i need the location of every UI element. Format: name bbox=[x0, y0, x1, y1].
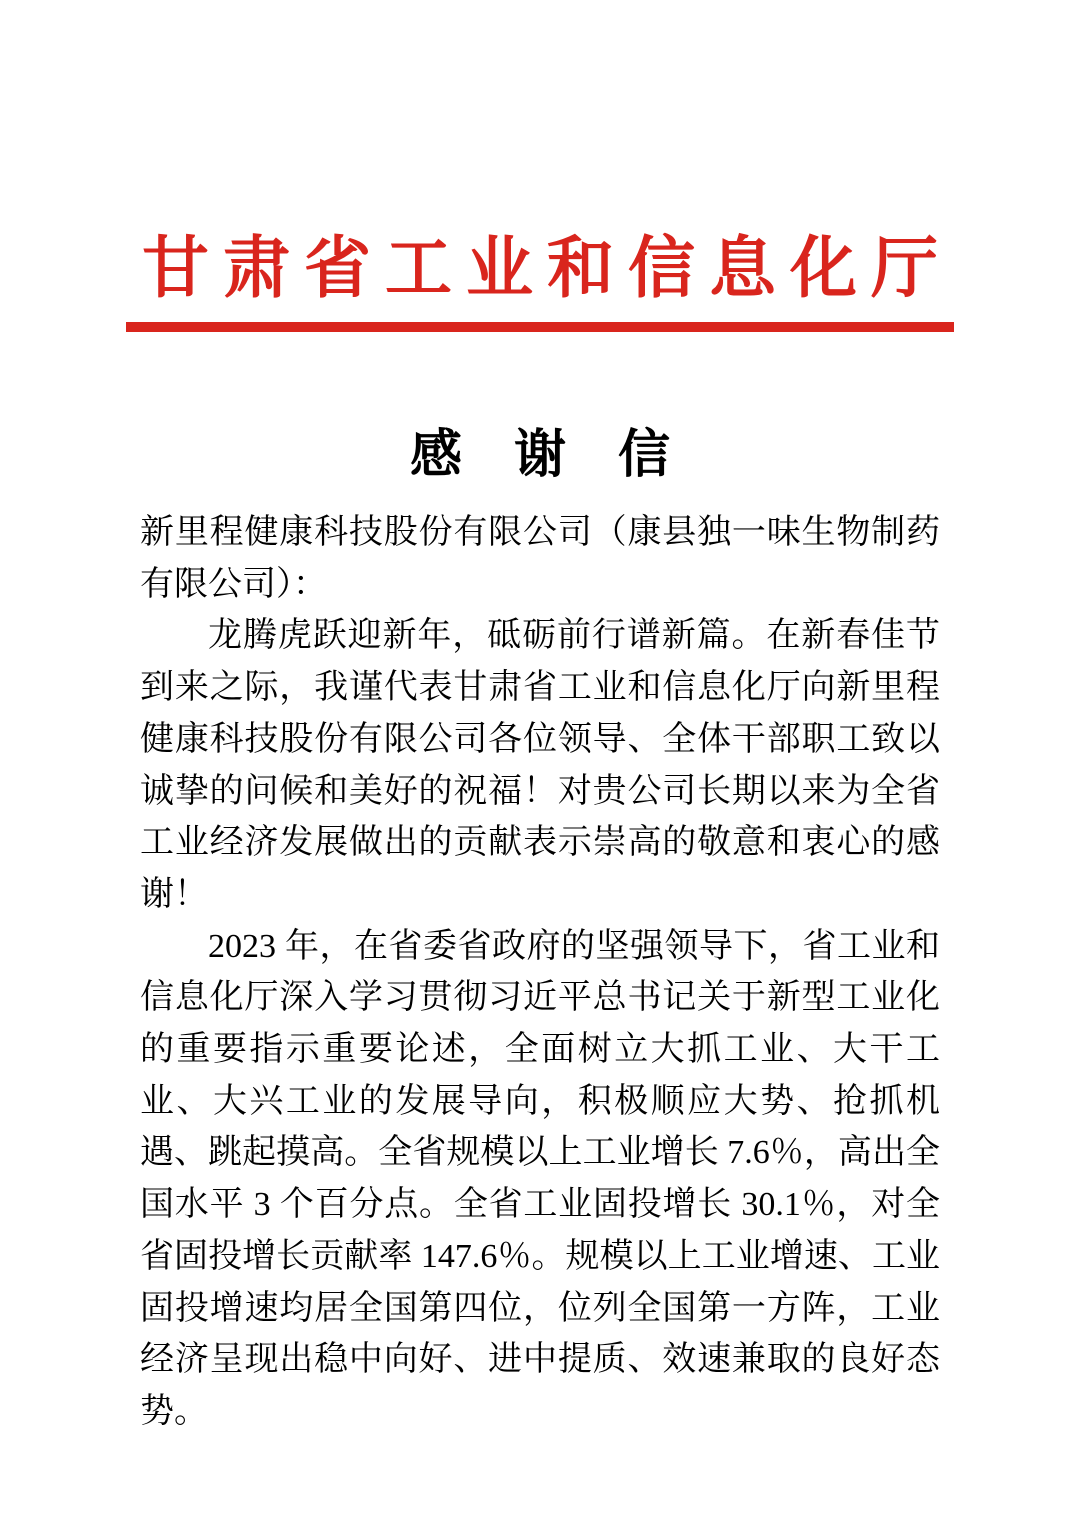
letterhead-rule bbox=[126, 322, 954, 332]
paragraph-greeting: 龙腾虎跃迎新年，砥砺前行谱新篇。在新春佳节到来之际，我谨代表甘肃省工业和信息化厅向新里程健康科技股份有限公司各位领导、全体干部职工致以诚挚的问候和美好的祝福！对贵公司长期以来为全省工业经济发展做出的贡献表示崇高的敬意和衷心的感谢！ bbox=[140, 617, 940, 913]
salutation: 新里程健康科技股份有限公司（康县独一味生物制药有限公司）： bbox=[140, 514, 940, 603]
letter-title: 感 谢 信 bbox=[409, 427, 670, 484]
paragraph-achievements: 2023 年，在省委省政府的坚强领导下，省工业和信息化厅深入学习贯彻习近平总书记关于新型工业化的重要指示重要论述，全面树立大抓工业、大干工业、大兴工业的发展导向，积极顺应大势、抢抓机遇、跳起摸高。全省规模以上工业增长 7.6％，高出全国水平 3 个百分点。全省工业固投增长 30.1％，对全省固投增长贡献率 147.6％。规模以上工业增速、工业固投增速均居全国第四位，位列全国第一方阵，工业经济呈现出稳中向好、进中提质、效速兼取的良好态势。 bbox=[140, 927, 940, 1430]
letterhead bbox=[126, 232, 954, 332]
letterhead-org-name: 甘肃省工业和信息化厅 bbox=[142, 232, 952, 306]
letter-body bbox=[140, 507, 940, 1438]
